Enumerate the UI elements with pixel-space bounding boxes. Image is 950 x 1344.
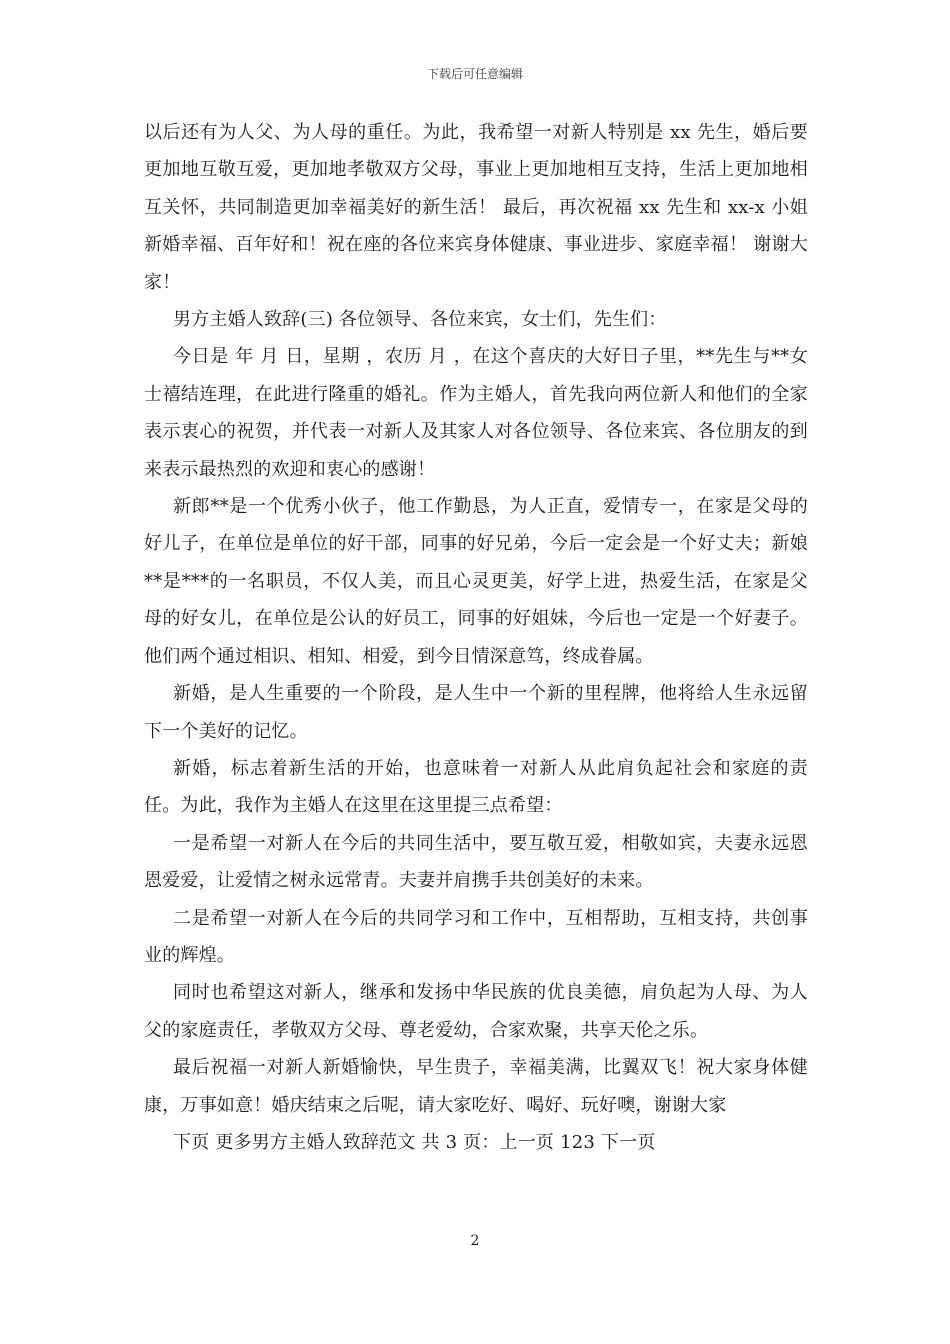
paragraph: 今日是 年 月 日，星期 ，农历 月 ，在这个喜庆的大好日子里，**先生与**女士禧结连理，在此进行隆重的婚礼。作为主婚人，首先我向两位新人和他们的全家表示衷心的祝贺，并代表一对新人及其家人对各位领导、各位来宾、各位朋友的到来表示最热烈的欢迎和衷心的感谢！ [144, 346, 808, 480]
paragraph: 一是希望一对新人在今后的共同生活中，要互敬互爱，相敬如宾，夫妻永远恩恩爱爱，让爱情之树永远常青。夫妻并肩携手共创美好的未来。 [144, 832, 808, 892]
pagination-line: 下页 更多男方主婚人致辞范文 共 3 页：上一页 123 下一页 [173, 1131, 656, 1153]
paragraph: 二是希望一对新人在今后的共同学习和工作中，互相帮助，互相支持，共创事业的辉煌。 [144, 907, 808, 966]
paragraph: 最后祝福一对新人新婚愉快，早生贵子，幸福美满，比翼双飞！祝大家身体健康，万事如意！婚庆结束之后呢，请大家吃好、喝好、玩好噢，谢谢大家 [144, 1057, 808, 1116]
paragraph: 同时也希望这对新人，继承和发扬中华民族的优良美德，肩负起为人母、为人父的家庭责任，孝敬双方父母、尊老爱幼，合家欢聚，共享天伦之乐。 [144, 982, 808, 1041]
page-header: 下载后可任意编辑 [426, 67, 523, 81]
paragraph: 以后还有为人父、为人母的重任。为此，我希望一对新人特别是 xx 先生，婚后要更加地互敬互爱，更加地孝敬双方父母，事业上更加地相互支持，生活上更加地相互关怀，共同制造更加幸福美好的新生活！ 最后，再次祝福 xx 先生和 xx-x 小姐新婚幸福、百年好和！祝在座的各位来宾身体健康、事业进步、家庭幸福！ 谢谢大家！ [144, 122, 808, 293]
document-body [144, 114, 808, 1161]
paragraph: 新婚，标志着新生活的开始，也意味着一对新人从此肩负起社会和家庭的责任。为此，我作为主婚人在这里在这里提三点希望： [144, 757, 808, 817]
paragraph: 新郎**是一个优秀小伙子，他工作勤恳，为人正直，爱情专一，在家是父母的好儿子，在单位是单位的好干部，同事的好兄弟，今后一定会是一个好丈夫；新娘**是***的一名职员，不仅人美，而且心灵更美，好学上进，热爱生活，在家是父母的好女儿，在单位是公认的好员工，同事的好姐妹，今后也一定是一个好妻子。他们两个通过相识、相知、相爱，到今日情深意笃，终成眷属。 [144, 496, 808, 667]
page-number: 2 [470, 1233, 480, 1249]
paragraph: 男方主婚人致辞(三) 各位领导、各位来宾，女士们，先生们： [173, 309, 667, 331]
paragraph: 新婚，是人生重要的一个阶段，是人生中一个新的里程牌，他将给人生永远留下一个美好的记忆。 [144, 683, 808, 742]
